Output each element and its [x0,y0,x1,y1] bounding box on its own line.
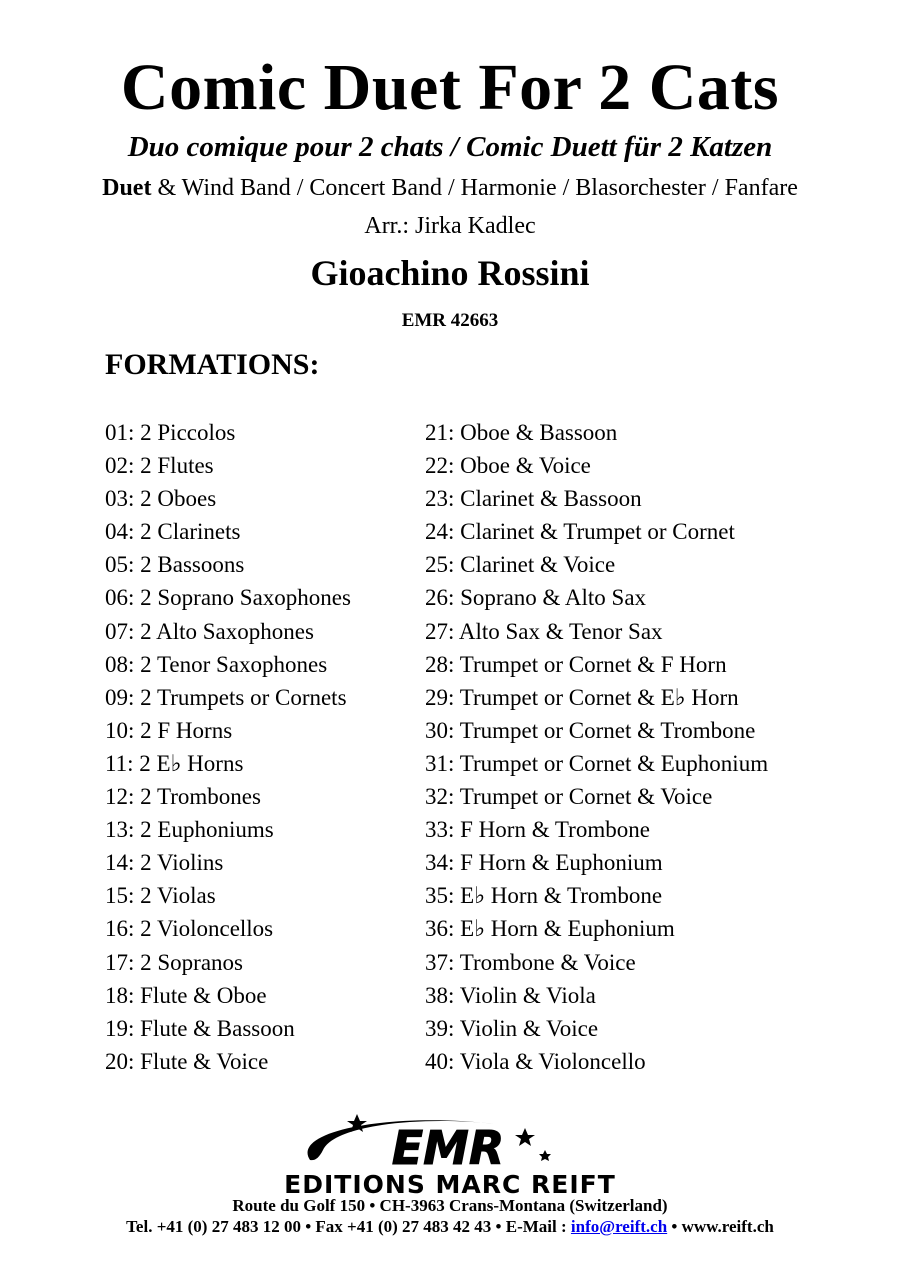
email-link[interactable]: info@reift.ch [570,1217,668,1236]
publisher-contact [0,1217,900,1237]
formation-item: 18: Flute & Oboe [105,982,267,1008]
formation-item: 17: 2 Sopranos [105,949,243,975]
formation-item: 08: 2 Tenor Saxophones [105,651,328,677]
formation-item: 16: 2 Violoncellos [105,916,274,942]
formation-item: 03: 2 Oboes [105,486,217,512]
formation-item: 12: 2 Trombones [105,784,261,810]
page-title: Comic Duet For 2 Cats [120,51,780,124]
formation-item: 01: 2 Piccolos [105,420,236,445]
formation-item: 35: E♭ Horn & Trombone [425,883,663,909]
formation-item: 30: Trumpet or Cornet & Trombone [425,717,756,743]
arranger: Arr.: Jirka Kadlec [364,213,536,239]
formation-item: 33: F Horn & Trombone [425,817,650,843]
formation-item: 23: Clarinet & Bassoon [425,486,642,512]
emr-logo [245,1106,655,1196]
formation-item: 02: 2 Flutes [105,453,214,479]
formation-item: 09: 2 Trumpets or Cornets [105,684,347,710]
formation-item: 37: Trombone & Voice [425,949,636,975]
formation-item: 39: Violin & Voice [425,1015,599,1041]
formation-item: 07: 2 Alto Saxophones [105,618,314,644]
publisher-address: Route du Golf 150 • CH-3963 Crans-Montana (Switzerland) [232,1196,668,1215]
formation-item: 38: Violin & Viola [425,982,596,1008]
contact-phone-fax: Tel. +41 (0) 27 483 12 00 • Fax +41 (0) 27 483 42 43 • E-Mail : [126,1217,571,1236]
formation-item: 27: Alto Sax & Tenor Sax [425,618,663,644]
formation-item: 25: Clarinet & Voice [425,552,616,578]
formation-item: 10: 2 F Horns [105,717,233,743]
formation-item: 19: Flute & Bassoon [105,1015,295,1041]
formation-item: 31: Trumpet or Cornet & Euphonium [425,750,769,776]
formation-item: 24: Clarinet & Trumpet or Cornet [425,519,735,545]
scoring-bold: Duet [102,175,152,201]
formation-item: 15: 2 Violas [105,883,216,909]
formation-item: 21: Oboe & Bassoon [425,420,618,445]
formation-item: 06: 2 Soprano Saxophones [105,585,351,611]
logo-emr-text: EMR [391,1121,505,1175]
composer: Gioachino Rossini [310,253,590,293]
formation-item: 22: Oboe & Voice [425,453,591,479]
formation-item: 32: Trumpet or Cornet & Voice [425,784,713,810]
formation-item: 04: 2 Clarinets [105,519,241,545]
catalog-number: EMR 42663 [401,310,499,331]
formation-item: 34: F Horn & Euphonium [425,850,663,876]
formation-item: 05: 2 Bassoons [105,552,245,578]
formation-item: 36: E♭ Horn & Euphonium [425,916,675,942]
scoring-rest: & Wind Band / Concert Band / Harmonie / Blasorchester / Fanfare [151,175,798,201]
formation-item: 26: Soprano & Alto Sax [425,585,647,611]
formation-item: 13: 2 Euphoniums [105,817,274,843]
formation-item: 29: Trumpet or Cornet & E♭ Horn [425,684,739,710]
formation-item: 40: Viola & Violoncello [425,1048,646,1074]
contact-website: • www.reift.ch [667,1217,774,1236]
logo-star-small [539,1150,551,1161]
logo-star-right [515,1128,535,1146]
formation-item: 11: 2 E♭ Horns [105,750,244,776]
formation-item: 14: 2 Violins [105,850,224,876]
page-subtitle: Duo comique pour 2 chats / Comic Duett für 2 Katzen [127,131,773,163]
scoring-line [0,173,900,203]
formations-left-column [105,416,351,1078]
formations-right-column [425,416,768,1078]
publisher-name: EDITIONS MARC REIFT [284,1170,616,1196]
formation-item: 28: Trumpet or Cornet & F Horn [425,651,727,677]
formation-item: 20: Flute & Voice [105,1048,269,1074]
formations-heading: FORMATIONS: [105,348,320,381]
